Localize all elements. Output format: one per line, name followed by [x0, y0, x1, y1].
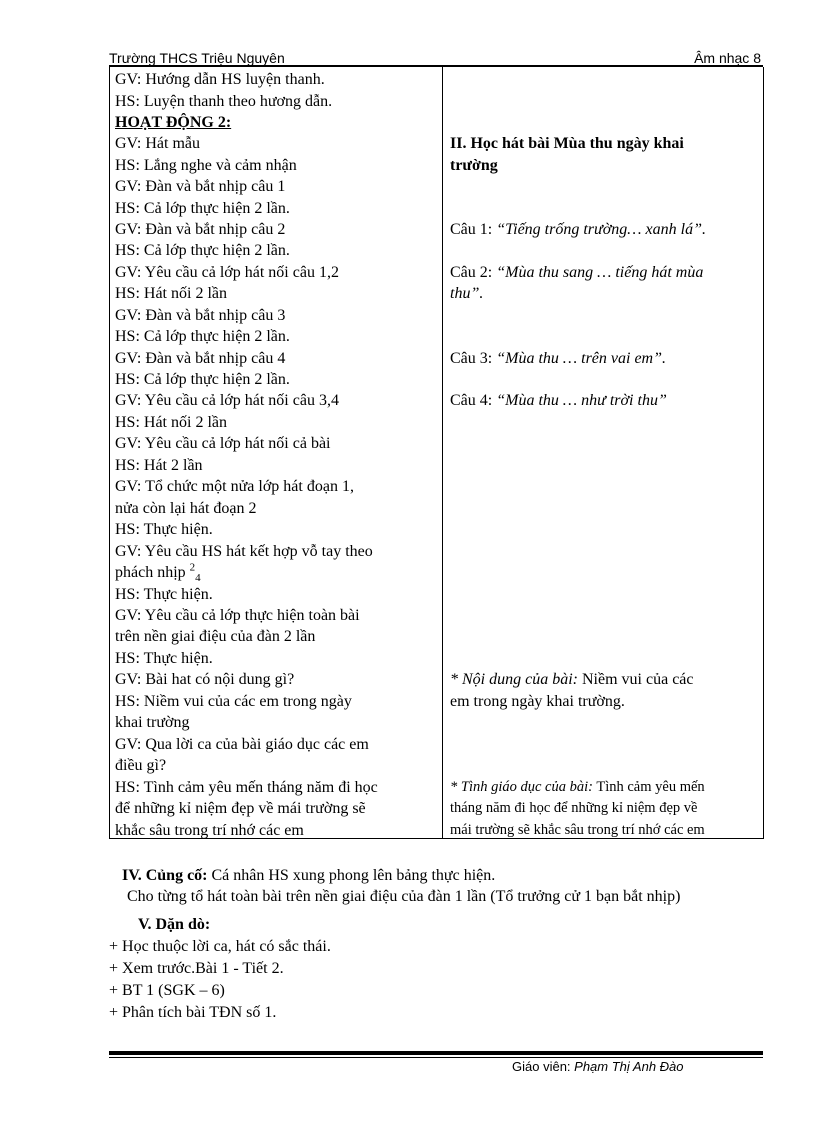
activity-line: HS: Thực hiện. — [115, 650, 213, 667]
verse-label: Câu 4: — [450, 392, 497, 409]
verse-label: Câu 1: — [450, 221, 497, 238]
time-signature-top: 2 — [189, 561, 196, 574]
activity-line: GV: Yêu cầu cả lớp hát nối câu 3,4 — [115, 392, 339, 409]
teacher-label: Giáo viên: — [512, 1059, 575, 1074]
education-label: * Tình giáo dục của bài: — [450, 779, 593, 795]
activity-line: HS: Tình cảm yêu mến tháng năm đi học — [115, 779, 378, 796]
section-title: II. Học hát bài Mùa thu ngày khai — [450, 135, 684, 152]
activity-line: HS: Luyện thanh theo hương dẫn. — [115, 93, 333, 110]
verse-lyrics: “Mùa thu … như trời thu” — [496, 392, 667, 409]
verse-lyrics: “Tiếng trống trường… xanh lá”. — [496, 221, 706, 238]
content-summary — [450, 669, 694, 690]
activity-line: HS: Cả lớp thực hiện 2 lần. — [115, 242, 290, 259]
subject-name: Âm nhạc 8 — [694, 50, 761, 66]
homework-item: + Phân tích bài TĐN số 1. — [109, 1004, 277, 1021]
activity-heading: HOẠT ĐỘNG 2: — [115, 114, 232, 131]
activity-line: GV: Đàn và bắt nhịp câu 3 — [115, 307, 286, 324]
activity-line: GV: Đàn và bắt nhịp câu 2 — [115, 221, 286, 238]
activity-line: HS: Thực hiện. — [115, 521, 213, 538]
column-divider — [442, 67, 443, 838]
activity-line: HS: Hát 2 lần — [115, 457, 203, 474]
homework-item: + Học thuộc lời ca, hát có sắc thái. — [109, 938, 331, 955]
activity-line: khắc sâu trong trí nhớ các em — [115, 822, 304, 839]
section-iv-label: IV. Củng cố: — [122, 867, 208, 884]
activity-line: GV: Bài hat có nội dung gì? — [115, 671, 295, 688]
verse-lyrics: “Mùa thu … trên vai em”. — [496, 350, 666, 367]
verse-2-cont: thu”. — [450, 285, 484, 302]
activity-line: GV: Yêu cầu cả lớp thực hiện toàn bài — [115, 607, 360, 624]
section-iv-line2: Cho từng tổ hát toàn bài trên nền giai điệu của đàn 1 lần (Tổ trưởng cử 1 bạn bắt nhịp) — [127, 888, 681, 905]
activity-line: trên nền giai điệu của đàn 2 lần — [115, 628, 316, 645]
education-summary-cont: mái trường sẽ khắc sâu trong trí nhớ các em — [450, 822, 705, 838]
homework-item: + Xem trước.Bài 1 - Tiết 2. — [109, 960, 284, 977]
activity-line: GV: Hướng dẫn HS luyện thanh. — [115, 71, 325, 88]
education-text: Tình cảm yêu mến — [592, 779, 705, 795]
section-title-cont: trường — [450, 157, 498, 174]
activity-line: điều gì? — [115, 757, 167, 774]
activity-line: HS: Thực hiện. — [115, 586, 213, 603]
activity-line-time-signature — [115, 562, 201, 583]
activity-line: HS: Cả lớp thực hiện 2 lần. — [115, 200, 290, 217]
homework-item: + BT 1 (SGK – 6) — [109, 982, 225, 999]
activity-line: để những kỉ niệm đẹp về mái trường sẽ — [115, 800, 366, 817]
verse-2 — [450, 262, 703, 283]
activity-line: GV: Qua lời ca của bài giáo dục các em — [115, 736, 369, 753]
activity-line: nửa còn lại hát đoạn 2 — [115, 500, 257, 517]
page-footer — [512, 1059, 684, 1074]
activity-line: HS: Hát nối 2 lần — [115, 285, 227, 302]
activity-line: GV: Đàn và bắt nhịp câu 1 — [115, 178, 286, 195]
footer-rule — [109, 1051, 763, 1055]
activity-line: GV: Tổ chức một nửa lớp hát đoạn 1, — [115, 478, 354, 495]
activity-line: GV: Yêu cầu cả lớp hát nối cả bài — [115, 435, 331, 452]
teacher-name: Phạm Thị Anh Đào — [574, 1059, 684, 1074]
section-iv-text: Cá nhân HS xung phong lên bảng thực hiện. — [207, 867, 496, 884]
footer-rule-thin — [109, 1057, 763, 1058]
activity-line: GV: Yêu cầu HS hát kết hợp vỗ tay theo — [115, 543, 373, 560]
school-name: Trường THCS Triệu Nguyên — [109, 50, 285, 66]
activity-line: HS: Niềm vui của các em trong ngày — [115, 693, 352, 710]
verse-3 — [450, 348, 666, 369]
activity-line: khai trường — [115, 714, 190, 731]
verse-label: Câu 3: — [450, 350, 497, 367]
verse-4 — [450, 390, 667, 411]
section-v-label: V. Dặn dò: — [138, 916, 211, 933]
activity-line: HS: Lắng nghe và cảm nhận — [115, 157, 297, 174]
activity-line: HS: Cả lớp thực hiện 2 lần. — [115, 328, 290, 345]
verse-1 — [450, 219, 706, 240]
education-summary-cont: tháng năm đi học để những kỉ niệm đẹp về — [450, 800, 698, 816]
verse-label: Câu 2: — [450, 264, 497, 281]
section-iv — [122, 865, 495, 886]
content-label: * Nội dung của bài: — [450, 671, 578, 688]
verse-lyrics: “Mùa thu sang … tiếng hát mùa — [496, 264, 704, 281]
activity-line: HS: Cả lớp thực hiện 2 lần. — [115, 371, 290, 388]
activity-line: GV: Hát mẫu — [115, 135, 201, 152]
activity-line: HS: Hát nối 2 lần — [115, 414, 227, 431]
lesson-table — [109, 67, 764, 839]
activity-line: GV: Yêu cầu cả lớp hát nối câu 1,2 — [115, 264, 339, 281]
content-text: Niềm vui của các — [578, 671, 694, 688]
activity-text: phách nhịp — [115, 564, 186, 581]
activity-line: GV: Đàn và bắt nhịp câu 4 — [115, 350, 286, 367]
time-signature-bottom: 4 — [195, 572, 201, 585]
content-summary-cont: em trong ngày khai trường. — [450, 693, 625, 710]
education-summary — [450, 777, 705, 798]
